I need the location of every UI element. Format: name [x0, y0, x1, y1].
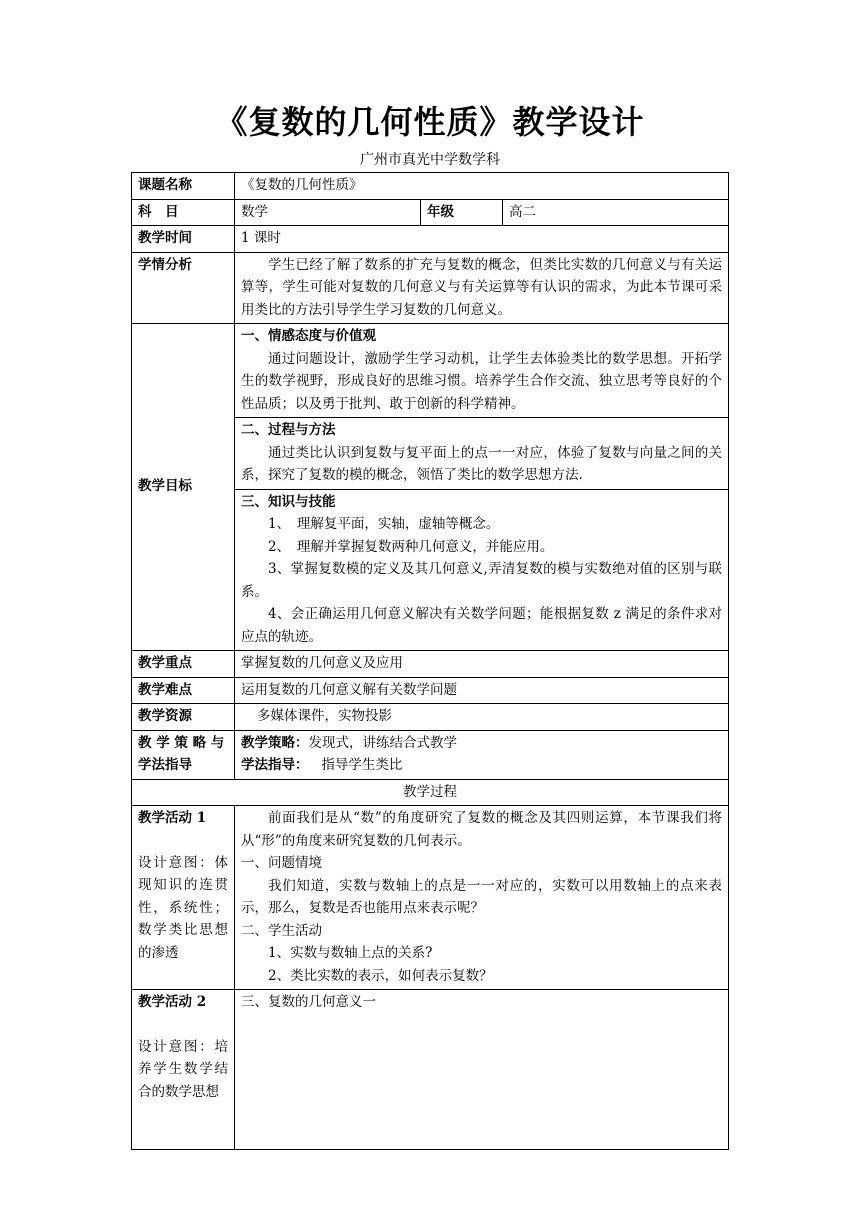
activity-1-question-title: 一、问题情境 [241, 855, 322, 871]
resources-value: 多媒体课件，实物投影 [235, 704, 729, 731]
activity-1-label-cell [132, 806, 235, 990]
strategy-value [235, 730, 729, 779]
row-strategy [132, 730, 729, 779]
row-process-header [132, 779, 729, 806]
goals-s3-title: 三、知识与技能 [241, 493, 336, 510]
course-name-value: 《复数的几何性质》 [235, 173, 729, 200]
goals-s3-item-1: 1、 理解复平面，实轴，虚轴等概念。 [268, 516, 500, 532]
analysis-value [235, 252, 729, 324]
row-course-name [132, 173, 729, 200]
activity-2-content [235, 990, 729, 1150]
goals-section-1 [235, 324, 729, 418]
time-label: 教学时间 [132, 226, 235, 253]
strategy-sub-value: 发现式，讲练结合式教学 [308, 734, 457, 751]
subject-label: 科 目 [132, 199, 235, 226]
time-value: 1 课时 [235, 226, 729, 253]
method-line [241, 754, 722, 777]
method-sub-label: 学法指导： [241, 757, 309, 773]
goals-s3-item-2: 2、 理解并掌握复数两种几何意义，并能应用。 [268, 538, 554, 555]
row-key [132, 651, 729, 678]
activity-1-item-2: 2、类比实数的表示，如何表示复数？ [268, 967, 493, 984]
course-name-label: 课题名称 [132, 173, 235, 200]
strategy-sub-label: 教学策略： [241, 734, 309, 751]
goals-s1-text: 通过问题设计，激励学生学习动机，让学生去体验类比的数学思想。开拓学生的数学视野，形成良好的思维习惯。培养学生合作交流、独立思考等良好的个性品质；以及勇于批判、敢于创新的科学精神。 [241, 350, 723, 412]
document-title: 《复数的几何性质》教学设计 [215, 103, 645, 141]
activity-1-design: 设计意图：体现知识的连贯性，系统性；数学类比思想的渗透 [138, 854, 228, 961]
difficulty-value: 运用复数的几何意义解有关数学问题 [235, 677, 729, 704]
goals-label: 教学目标 [132, 324, 235, 651]
activity-1-question-text: 我们知道，实数与数轴上的点是一一对应的，实数可以用数轴上的点来表示，那么，复数是否也能用点来表示呢？ [241, 877, 723, 916]
resources-label: 教学资源 [132, 704, 235, 731]
activity-1-label: 教学活动 1 [138, 810, 207, 826]
row-difficulty [132, 677, 729, 704]
row-resources [132, 704, 729, 731]
goals-section-3 [235, 489, 729, 651]
activity-2-design: 设计意图：培养学生数学结合的数学思想 [138, 1038, 228, 1100]
process-header: 教学过程 [132, 779, 729, 806]
row-activity-1 [132, 806, 729, 990]
activity-2-text: 三、复数的几何意义一 [241, 994, 376, 1010]
goals-s2-text: 通过类比认识到复数与复平面上的点一一对应，体验了复数与向量之间的关系，探究了复数的模的概念，领悟了类比的数学思想方法. [241, 444, 723, 483]
analysis-text: 学生已经了解了数系的扩充与复数的概念，但类比实数的几何意义与有关运算等，学生可能对复数的几何意义与有关运算等有认识的需求，为此本节课可采用类比的方法引导学生学习复数的几何意义。 [241, 256, 723, 318]
activity-2-label: 教学活动 2 [138, 994, 207, 1010]
row-subject [132, 199, 729, 226]
subject-value: 数学 [235, 199, 421, 226]
key-value: 掌握复数的几何意义及应用 [235, 651, 729, 678]
goals-s3-item-3: 3、掌握复数模的定义及其几何意义,弄清复数的模与实数绝对值的区别与联系。 [241, 561, 723, 600]
activity-1-student-title: 二、学生活动 [241, 922, 322, 939]
row-analysis [132, 252, 729, 324]
activity-2-label-cell [132, 990, 235, 1150]
grade-label: 年级 [421, 199, 503, 226]
analysis-label: 学情分析 [132, 252, 235, 324]
row-activity-2 [132, 990, 729, 1150]
goals-s2-title: 二、过程与方法 [241, 422, 336, 438]
goals-s1-title: 一、情感态度与价值观 [241, 328, 376, 344]
goals-section-2 [235, 418, 729, 490]
strategy-label: 教 学 策 略 与 学法指导 [132, 730, 235, 779]
strategy-line [241, 732, 722, 755]
activity-1-intro: 前面我们是从“数”的角度研究了复数的概念及其四则运算，本节课我们将从“形”的角度来研究复数的几何表示。 [241, 810, 723, 849]
row-goals-1 [132, 324, 729, 418]
activity-1-content [235, 806, 729, 990]
lesson-plan-table [131, 172, 729, 1150]
activity-1-item-1: 1、实数与数轴上点的关系? [268, 945, 433, 961]
difficulty-label: 教学难点 [132, 677, 235, 704]
grade-value: 高二 [503, 199, 729, 226]
key-label: 教学重点 [132, 651, 235, 678]
document-subtitle: 广州市真光中学数学科 [360, 152, 500, 168]
goals-s3-item-4: 4、会正确运用几何意义解决有关数学问题；能根据复数 z 满足的条件求对应点的轨迹。 [241, 606, 723, 645]
method-sub-value: 指导学生类比 [321, 757, 403, 773]
row-time [132, 226, 729, 253]
